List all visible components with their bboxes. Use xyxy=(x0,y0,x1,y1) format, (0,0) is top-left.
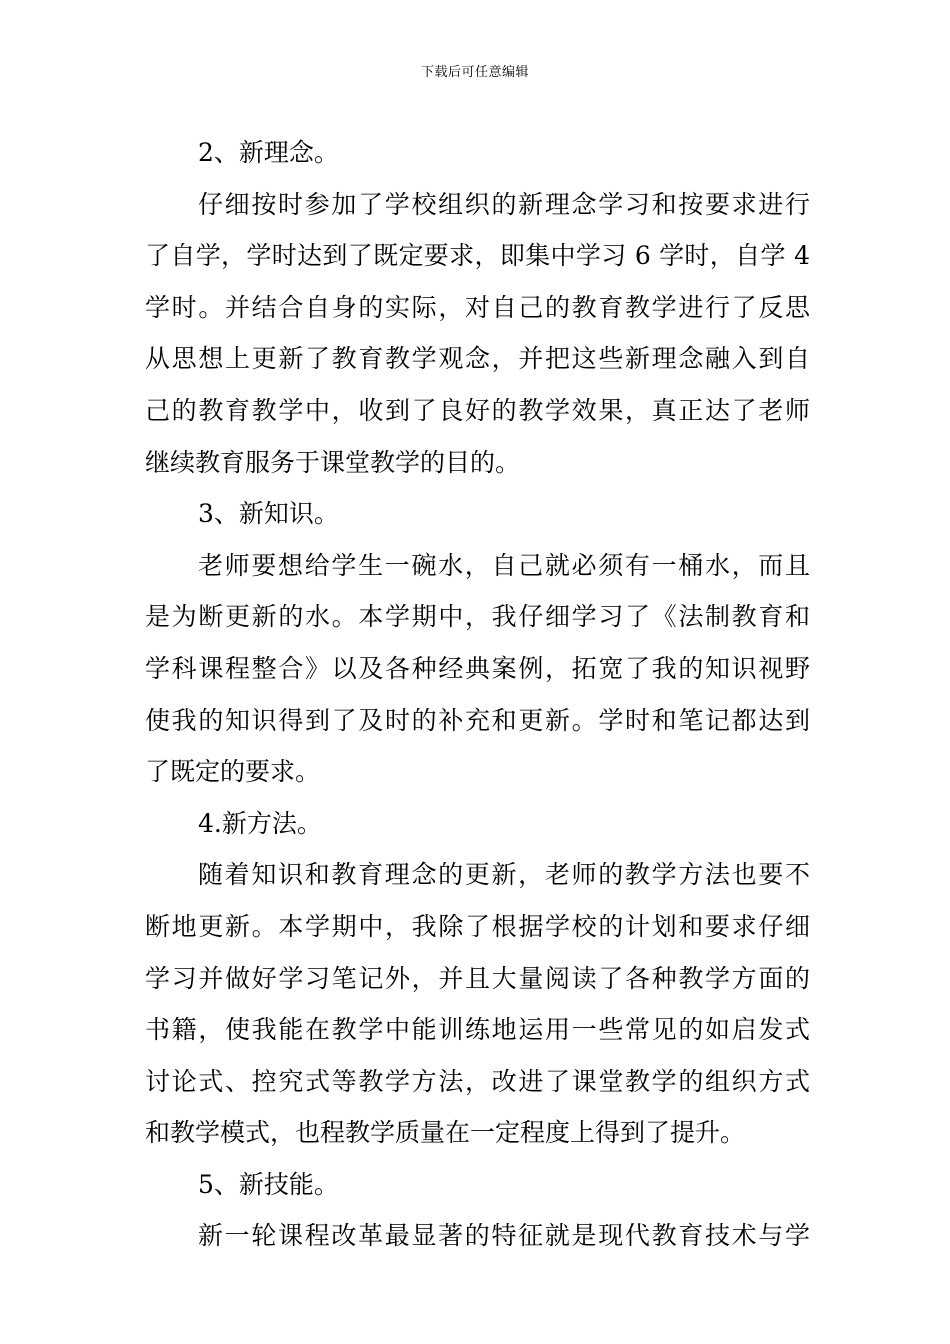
text-line: 2、新理念。 xyxy=(198,138,339,167)
text-line: 使我的知识得到了及时的补充和更新。学时和笔记都达到 xyxy=(145,705,810,735)
text-line: 是为断更新的水。本学期中，我仔细学习了《法制教育和 xyxy=(145,602,810,632)
document-body xyxy=(145,127,810,1262)
text-line: 和教学模式，也程教学质量在一定程度上得到了提升。 xyxy=(145,1118,746,1148)
text-line: 学时。并结合自身的实际，对自己的教育教学进行了反思 xyxy=(145,292,810,322)
text-line: 随着知识和教育理念的更新，老师的教学方法也要不 xyxy=(198,860,810,890)
text-line: 5、新技能。 xyxy=(198,1169,339,1199)
text-line: 仔细按时参加了学校组织的新理念学习和按要求进行 xyxy=(198,189,810,219)
text-line: 了既定的要求。 xyxy=(145,757,321,787)
text-line: 4.新方法。 xyxy=(198,808,322,838)
text-line: 3、新知识。 xyxy=(198,499,339,529)
text-line: 了自学，学时达到了既定要求，即集中学习 6 学时，自学 4 xyxy=(145,241,810,271)
text-line: 新一轮课程改革最显著的特征就是现代教育技术与学 xyxy=(198,1221,810,1251)
text-line: 从思想上更新了教育教学观念，并把这些新理念融入到自 xyxy=(145,344,810,374)
text-line: 书籍，使我能在教学中能训练地运用一些常见的如启发式 xyxy=(145,1015,810,1045)
text-line: 继续教育服务于课堂教学的目的。 xyxy=(145,447,521,477)
text-line: 己的教育教学中，收到了良好的教学效果，真正达了老师 xyxy=(145,395,810,425)
text-line: 学科课程整合》以及各种经典案例，拓宽了我的知识视野 xyxy=(145,653,810,683)
text-line: 学习并做好学习笔记外，并且大量阅读了各种教学方面的 xyxy=(145,963,810,993)
text-line: 断地更新。本学期中，我除了根据学校的计划和要求仔细 xyxy=(145,911,810,941)
text-line: 讨论式、控究式等教学方法，改进了课堂教学的组织方式 xyxy=(145,1066,810,1096)
text-line: 老师要想给学生一碗水，自己就必须有一桶水，而且 xyxy=(198,550,810,580)
page-header-note: 下载后可任意编辑 xyxy=(420,65,529,80)
